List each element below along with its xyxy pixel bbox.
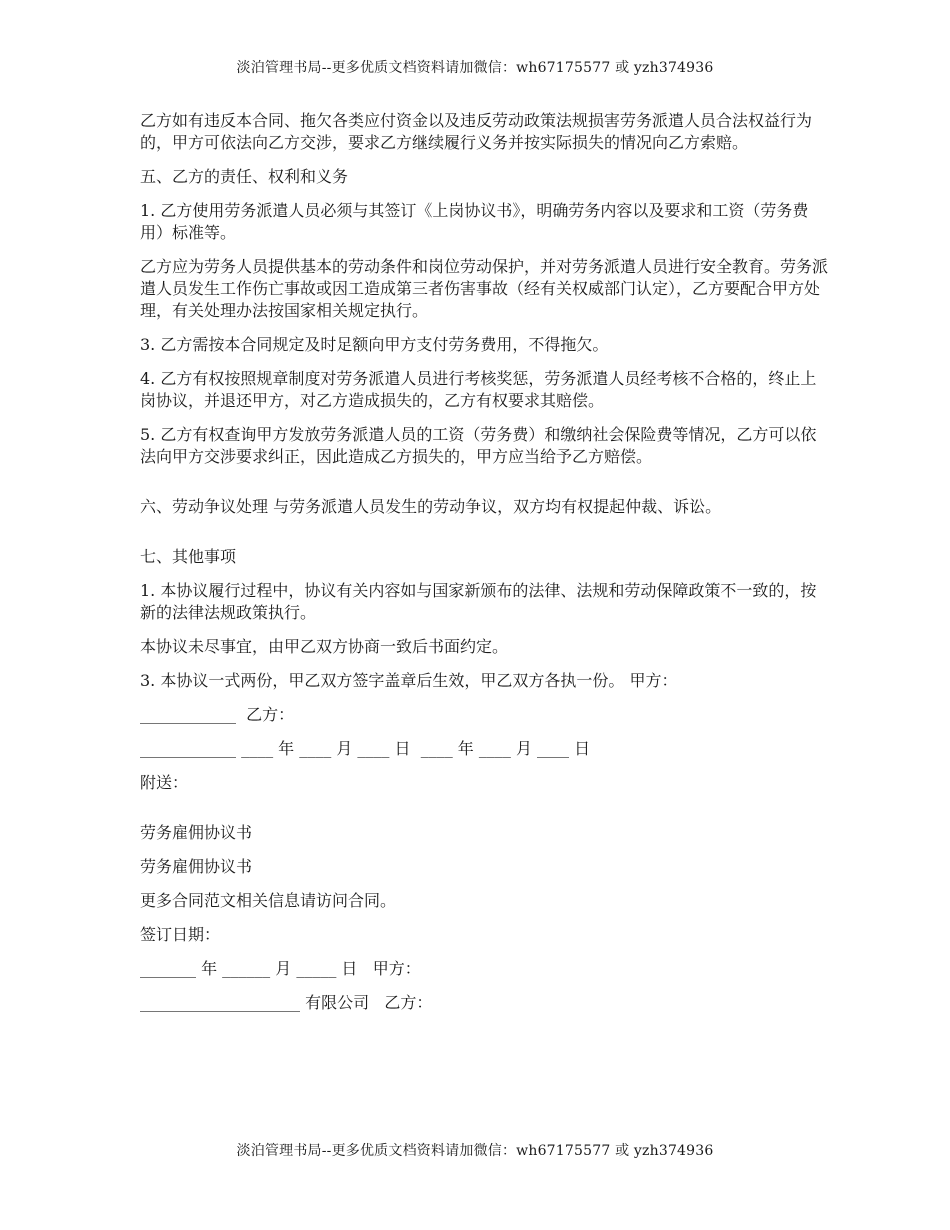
clause-7-2: 本协议未尽事宜，由甲乙双方协商一致后书面约定。	[140, 637, 509, 656]
attachment-title-2: 劳务雇佣协议书	[140, 857, 253, 876]
page-header: 淡泊管理书局--更多优质文档资料请加微信：wh67175577 或 yzh374936	[236, 60, 714, 76]
more-info-note: 更多合同范文相关信息请访问合同。	[140, 891, 397, 910]
clause-5-4: 4. 乙方有权按照规章制度对劳务派遣人员进行考核奖惩，劳务派遣人员经考核不合格的，终止上岗协议，并退还甲方，对乙方造成损失的，乙方有权要求其赔偿。	[140, 369, 817, 410]
clause-7-1: 1. 本协议履行过程中，协议有关内容如与国家新颁布的法律、法规和劳动保障政策不一致的，按新的法律法规政策执行。	[140, 581, 817, 622]
company-signature-line: ____________________ 有限公司 乙方：	[140, 993, 433, 1012]
clause-7-3: 3. 本协议一式两份，甲乙双方签字盖章后生效，甲乙双方各执一份。 甲方：	[140, 671, 678, 690]
section-heading-five: 五、乙方的责任、权利和义务	[140, 167, 349, 186]
signature-line-party-b: ____________ 乙方：	[140, 705, 295, 724]
section-heading-seven: 七、其他事项	[140, 547, 237, 566]
document-body	[140, 110, 830, 1026]
attachment-title-1: 劳务雇佣协议书	[140, 823, 253, 842]
clause-5-2: 乙方应为劳务人员提供基本的劳动条件和岗位劳动保护，并对劳务派遣人员进行安全教育。劳务派遣人员发生工作伤亡事故或因工造成第三者伤害事故（经有关权威部门认定），乙方要配合甲方处理，有关处理办法按国家相关规定执行。	[140, 257, 829, 320]
signature-date-line: ____________ ____ 年 ____ 月 ____ 日 ____ 年 ____ 月 ____ 日	[140, 739, 591, 758]
signing-date-line: _______ 年 ______ 月 _____ 日 甲方：	[140, 959, 421, 978]
page-footer: 淡泊管理书局--更多优质文档资料请加微信：wh67175577 或 yzh374936	[236, 1143, 714, 1159]
section-heading-six: 六、劳动争议处理 与劳务派遣人员发生的劳动争议，双方均有权提起仲裁、诉讼。	[140, 497, 722, 516]
paragraph-breach-clause: 乙方如有违反本合同、拖欠各类应付资金以及违反劳动政策法规损害劳务派遣人员合法权益行为的，甲方可依法向乙方交涉，要求乙方继续履行义务并按实际损失的情况向乙方索赔。	[140, 111, 813, 152]
clause-5-5: 5. 乙方有权查询甲方发放劳务派遣人员的工资（劳务费）和缴纳社会保险费等情况，乙方可以依法向甲方交涉要求纠正，因此造成乙方损失的，甲方应当给予乙方赔偿。	[140, 425, 817, 466]
clause-5-1: 1. 乙方使用劳务派遣人员必须与其签订《上岗协议书》，明确劳务内容以及要求和工资（劳务费用）标准等。	[140, 201, 809, 242]
signing-date-label: 签订日期：	[140, 925, 221, 944]
clause-5-3: 3. 乙方需按本合同规定及时足额向甲方支付劳务费用，不得拖欠。	[140, 335, 609, 354]
attachment-label: 附送：	[140, 773, 189, 792]
